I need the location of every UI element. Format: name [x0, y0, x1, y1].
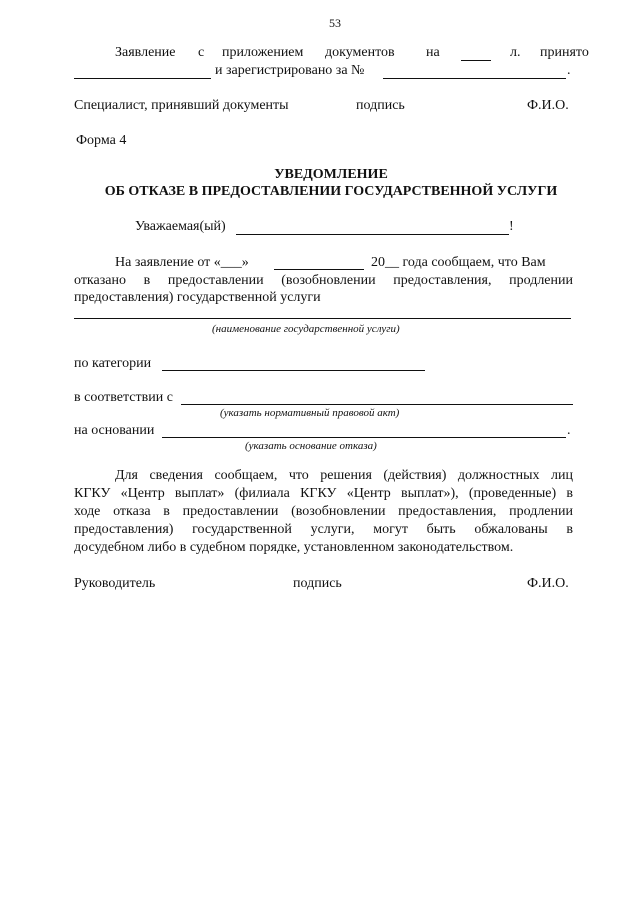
- legal-act-field[interactable]: [181, 404, 573, 405]
- recipient-name-field[interactable]: [236, 234, 509, 235]
- page-number: 53: [329, 16, 341, 30]
- title-line-2: ОБ ОТКАЗЕ В ПРЕДОСТАВЛЕНИИ ГОСУДАРСТВЕННОЙ УСЛУГИ: [104, 184, 558, 199]
- receipt-date-field[interactable]: [74, 78, 211, 79]
- refusal-basis-field[interactable]: [162, 437, 566, 438]
- category-field[interactable]: [162, 370, 425, 371]
- application-month-field[interactable]: [274, 269, 364, 270]
- registered-label: и зарегистрировано за №: [215, 63, 365, 78]
- registration-number-field[interactable]: [383, 78, 566, 79]
- appeal-line-5: досудебном либо в судебном порядке, установленном законодательством.: [74, 540, 514, 555]
- intro-line-2: отказано в предоставлении (возобновлении предоставления, продлении: [74, 273, 573, 288]
- receipt-word-on: на: [426, 45, 440, 60]
- receipt-word-with: с: [198, 45, 205, 60]
- service-name-hint: (наименование государственной услуги): [212, 323, 400, 335]
- receipt-word-sheets: л.: [510, 45, 521, 60]
- title-line-1: УВЕДОМЛЕНИЕ: [274, 167, 388, 182]
- head-label: Руководитель: [74, 576, 156, 591]
- refusal-basis-hint: (указать основание отказа): [245, 440, 377, 452]
- form-label: Форма 4: [76, 133, 127, 148]
- accordance-label: в соответствии с: [74, 390, 173, 405]
- head-name-label: Ф.И.О.: [527, 576, 569, 591]
- appeal-line-3: ходе отказа в предоставлении (возобновлении предоставления, продлении: [74, 504, 573, 519]
- receipt-word-attachment: приложением: [222, 45, 304, 60]
- intro-line-1a: На заявление от «___»: [115, 255, 249, 270]
- receipt-word-accepted: принято: [540, 45, 589, 60]
- intro-line-3: предоставления) государственной услуги: [74, 290, 321, 305]
- greeting-label: Уважаемая(ый): [135, 219, 226, 234]
- receipt-word-documents: документов: [325, 45, 395, 60]
- head-signature-label: подпись: [293, 576, 342, 591]
- service-name-field[interactable]: [74, 318, 571, 319]
- greeting-exclamation: !: [509, 219, 514, 234]
- appeal-line-4: предоставления) государственной услуги, могут быть обжалованы в: [74, 522, 573, 537]
- specialist-signature-label: подпись: [356, 98, 405, 113]
- intro-line-1b: 20__ года сообщаем, что Вам: [371, 255, 546, 270]
- specialist-label: Специалист, принявший документы: [74, 98, 289, 113]
- legal-act-hint: (указать нормативный правовой акт): [220, 407, 400, 419]
- receipt-word-statement: Заявление: [115, 45, 176, 60]
- appeal-line-2: КГКУ «Центр выплат» (филиала КГКУ «Центр выплат»), (проведенные) в: [74, 486, 573, 501]
- basis-end-dot: .: [567, 423, 571, 438]
- specialist-name-label: Ф.И.О.: [527, 98, 569, 113]
- sheets-count-field[interactable]: [461, 60, 491, 61]
- receipt-end-dot: .: [567, 63, 571, 78]
- basis-label: на основании: [74, 423, 155, 438]
- appeal-line-1: Для сведения сообщаем, что решения (действия) должностных лиц: [115, 468, 573, 483]
- category-label: по категории: [74, 356, 152, 371]
